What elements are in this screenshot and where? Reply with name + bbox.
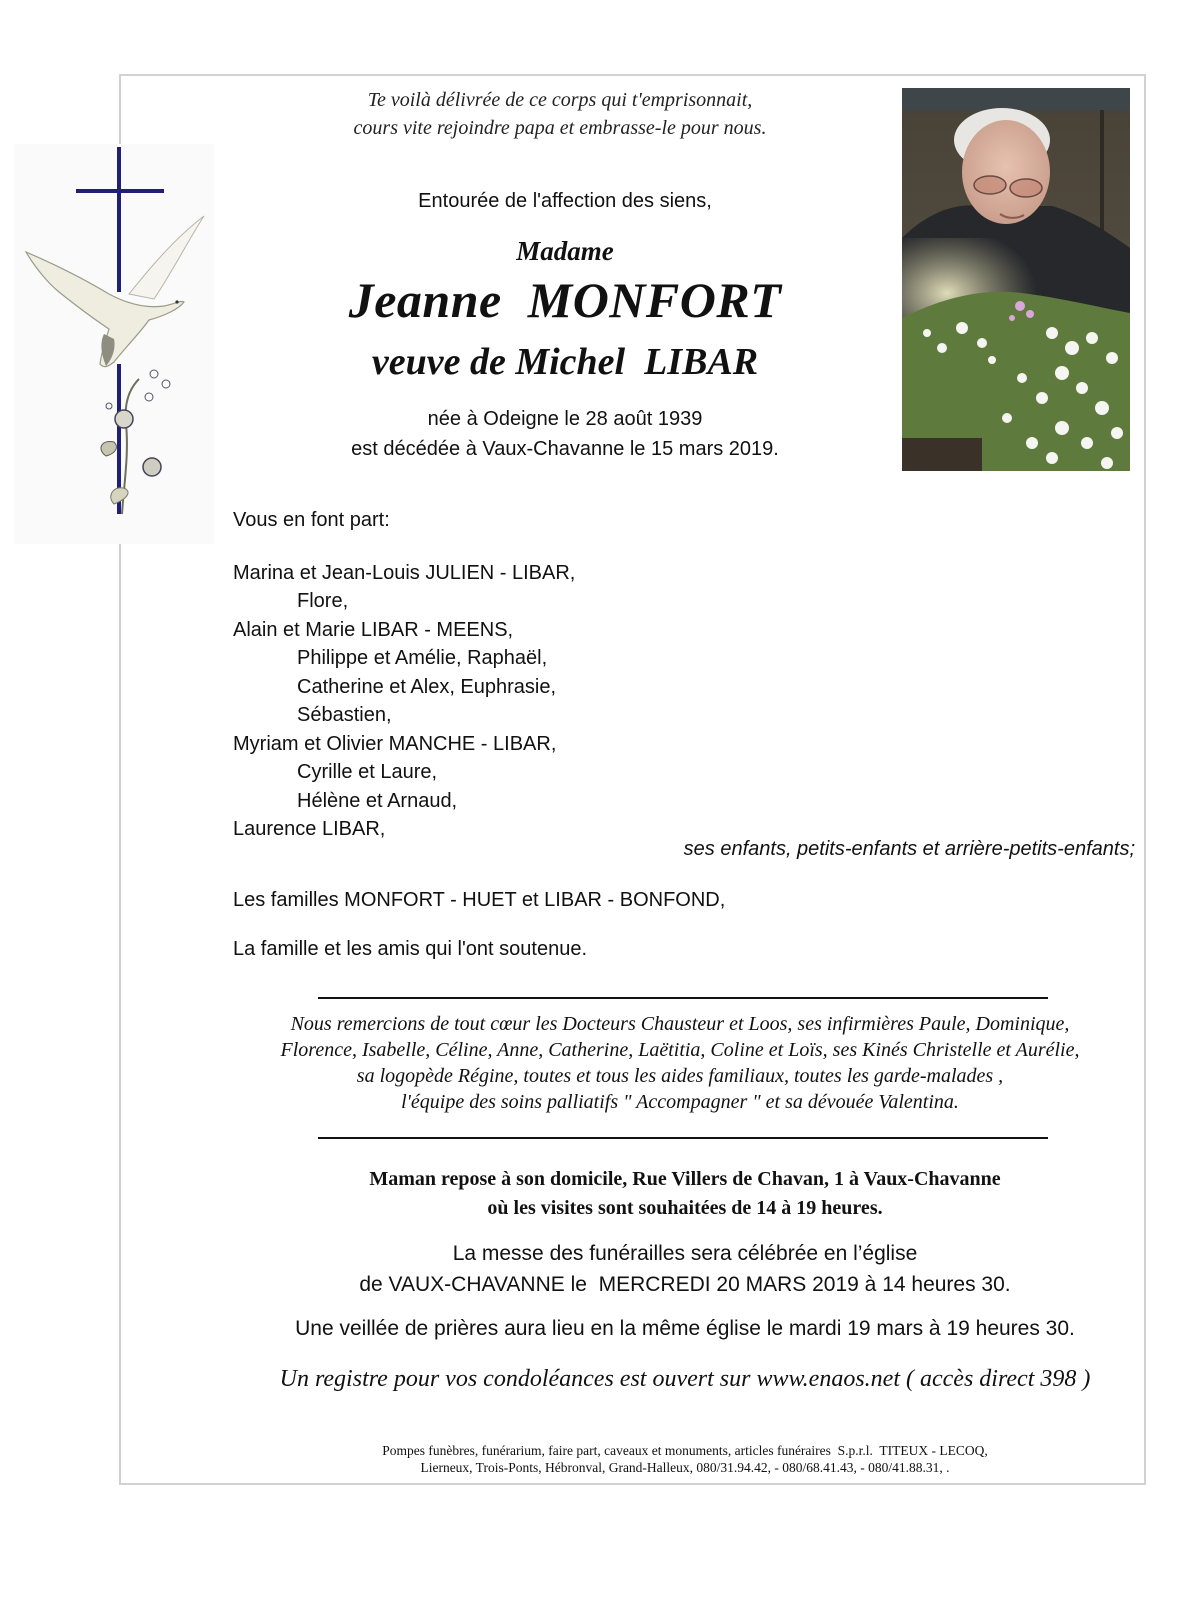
footer-line: Pompes funèbres, funérarium, faire part, caveaux et monuments, articles funéraires S.p.r.l. TITEUX - LECOQ, — [382, 1443, 988, 1458]
funeral-mass-info — [250, 1238, 1120, 1300]
thanks-line: sa logopède Régine, toutes et tous les aides familiaux, toutes les garde-malades , — [356, 1065, 1004, 1087]
messe-line: La messe des funérailles sera célébrée en l’église — [452, 1242, 918, 1265]
funeral-home-footer — [220, 1442, 1150, 1476]
divider-top — [318, 997, 1048, 999]
repose-line: Maman repose à son domicile, Rue Villers de Chavan, 1 à Vaux-Chavanne — [369, 1168, 1001, 1190]
portrait-photo — [902, 88, 1130, 471]
friends-line: La famille et les amis qui l'ont soutenue. — [233, 938, 588, 960]
thanks-paragraph — [200, 1011, 1160, 1115]
footer-line: Lierneux, Trois-Ponts, Hébronval, Grand-Halleux, 080/31.94.42, - 080/68.41.43, - 080/41.88.31, . — [420, 1460, 950, 1475]
family-member: Laurence LIBAR, — [233, 818, 386, 840]
family-member-sub: Catherine et Alex, Euphrasie, — [297, 675, 557, 698]
thanks-line: l'équipe des soins palliatifs " Accompagner " et sa dévouée Valentina. — [401, 1091, 959, 1113]
family-member-sub: Cyrille et Laure, — [297, 761, 438, 783]
intro-line: Entourée de l'affection des siens, — [418, 190, 712, 212]
repose-line: où les visites sont souhaitées de 14 à 19 heures. — [487, 1197, 883, 1219]
family-member: Alain et Marie LIBAR - MEENS, — [233, 618, 514, 641]
condolence-register: Un registre pour vos condoléances est ouvert sur www.enaos.net ( accès direct 398 ) — [279, 1366, 1091, 1392]
family-member-sub: Flore, — [297, 590, 349, 612]
family-list — [233, 506, 575, 844]
cross-dove-flower-icon — [14, 144, 214, 544]
thanks-line: Florence, Isabelle, Céline, Anne, Catherine, Laëtitia, Coline et Loïs, ses Kinés Christelle et Aurélie, — [280, 1039, 1080, 1061]
family-member-sub: Philippe et Amélie, Raphaël, — [297, 647, 548, 669]
vigil-info: Une veillée de prières aura lieu en la même église le mardi 19 mars à 19 heures 30. — [295, 1317, 1075, 1340]
death-line: est décédée à Vaux-Chavanne le 15 mars 2019. — [351, 438, 779, 460]
birth-line: née à Odeigne le 28 août 1939 — [427, 408, 703, 430]
birth-death-info — [300, 404, 830, 464]
relation-line: ses enfants, petits-enfants et arrière-petits-enfants; — [683, 838, 1135, 860]
family-member: Myriam et Olivier MANCHE - LIBAR, — [233, 732, 557, 755]
spouse-line: veuve de Michel LIBAR — [371, 341, 759, 383]
families-line: Les familles MONFORT - HUET et LIBAR - BONFOND, — [233, 889, 726, 911]
quote-line: cours vite rejoindre papa et embrasse-le pour nous. — [353, 117, 767, 139]
family-member: Marina et Jean-Louis JULIEN - LIBAR, — [233, 561, 576, 584]
thanks-line: Nous remercions de tout cœur les Docteurs Chausteur et Loos, ses infirmières Paule, Dominique, — [290, 1013, 1070, 1035]
title-madame: Madame — [516, 236, 614, 266]
deceased-name: Jeanne MONFORT — [348, 272, 782, 328]
quote-line: Te voilà délivrée de ce corps qui t'emprisonnait, — [367, 89, 753, 111]
family-member-sub: Sébastien, — [297, 704, 392, 726]
messe-line: de VAUX-CHAVANNE le MERCREDI 20 MARS 2019 à 14 heures 30. — [359, 1273, 1011, 1296]
divider-bottom — [318, 1137, 1048, 1139]
announce-label: Vous en font part: — [233, 509, 390, 531]
repose-info — [250, 1165, 1120, 1223]
opening-quote — [300, 86, 820, 142]
family-member-sub: Hélène et Arnaud, — [297, 789, 458, 812]
